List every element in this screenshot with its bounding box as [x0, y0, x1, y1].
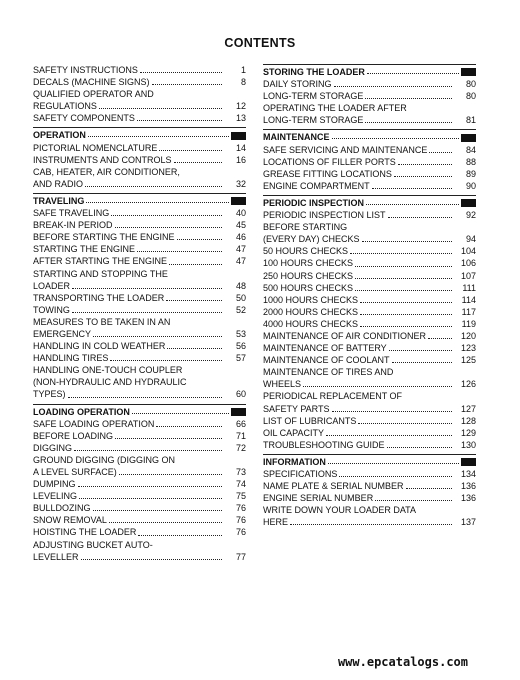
- toc-entry-label: AFTER STARTING THE ENGINE: [33, 256, 168, 267]
- toc-entry[interactable]: [33, 502, 246, 514]
- toc-entry[interactable]: [33, 219, 246, 231]
- toc-section-heading[interactable]: [263, 129, 476, 143]
- toc-entry-page: 56: [235, 341, 246, 352]
- toc-entry-label: BREAK-IN PERIOD: [33, 220, 113, 231]
- toc-entry-page: 128: [460, 415, 476, 426]
- toc-entry-label: 1000 HOURS CHECKS: [263, 294, 359, 305]
- leader-dots: [81, 559, 222, 560]
- toc-entry[interactable]: [263, 102, 476, 126]
- toc-entry-page: 123: [460, 343, 476, 354]
- leader-dots: [365, 98, 452, 99]
- toc-entry[interactable]: [33, 231, 246, 243]
- toc-entry-label: OPERATING THE LOADER AFTER: [263, 103, 407, 114]
- toc-entry-page: 126: [460, 379, 476, 390]
- toc-entry-page: 47: [235, 244, 246, 255]
- toc-section-general: [33, 64, 246, 124]
- page-title: CONTENTS: [224, 36, 296, 50]
- toc-entry-label: PERIODIC INSPECTION LIST: [263, 210, 386, 221]
- toc-entry[interactable]: [33, 490, 246, 502]
- toc-entry[interactable]: [263, 245, 476, 257]
- toc-entry-page: 120: [460, 330, 476, 341]
- toc-entry-label: WRITE DOWN YOUR LOADER DATA: [263, 505, 417, 516]
- toc-entry[interactable]: [33, 268, 246, 292]
- toc-entry-label: REGULATIONS: [33, 101, 97, 112]
- toc-entry[interactable]: [33, 340, 246, 352]
- toc-entry[interactable]: [263, 180, 476, 192]
- toc-entry-page: 76: [235, 527, 246, 538]
- toc-entry-page: 1: [240, 65, 246, 75]
- toc-entry-label: 4000 HOURS CHECKS: [263, 318, 359, 329]
- toc-entry-label: PERIODICAL REPLACEMENT OF: [263, 391, 403, 402]
- toc-entry-label: MEASURES TO BE TAKEN IN AN: [33, 316, 171, 327]
- toc-entry-label: LONG-TERM STORAGE: [263, 91, 364, 102]
- section-heading-label: STORING THE LOADER: [263, 67, 365, 77]
- toc-entry-label: TOWING: [33, 304, 70, 315]
- toc-entry-page: 104: [460, 246, 476, 257]
- toc-entry[interactable]: [263, 90, 476, 102]
- toc-entry-page: 66: [235, 418, 246, 429]
- leader-dots: [355, 266, 452, 267]
- leader-dots: [334, 86, 452, 87]
- leader-dots: [167, 348, 222, 349]
- toc-entry-page: 73: [235, 467, 246, 477]
- leader-dots: [372, 188, 452, 189]
- leader-dots: [388, 217, 452, 218]
- toc-entry-label: SAFE LOADING OPERATION: [33, 418, 155, 429]
- toc-section-maintenance: [263, 129, 476, 191]
- leader-dots: [332, 131, 460, 139]
- leader-dots: [177, 239, 222, 240]
- toc-entry-page: 72: [235, 442, 246, 453]
- section-heading-label: TRAVELING: [33, 195, 85, 206]
- toc-section-loading-operation: [33, 404, 246, 563]
- toc-entry-label: (EVERY DAY) CHECKS: [263, 234, 360, 245]
- toc-section-heading[interactable]: [263, 64, 476, 78]
- leader-dots: [140, 72, 222, 73]
- leader-dots: [109, 522, 222, 523]
- toc-entry-label: LOCATIONS OF FILLER PORTS: [263, 156, 396, 167]
- toc-entry-label: SAFETY PARTS: [263, 403, 330, 414]
- leader-dots: [367, 66, 459, 74]
- toc-entry[interactable]: [33, 243, 246, 255]
- toc-entry[interactable]: [33, 166, 246, 190]
- toc-entry-page: 94: [465, 234, 476, 245]
- toc-entry-page: 119: [461, 318, 476, 329]
- toc-entry-page: 92: [465, 210, 476, 221]
- toc-entry-label: SAFE TRAVELING: [33, 208, 110, 219]
- leader-dots: [389, 350, 452, 351]
- leader-dots: [339, 476, 452, 477]
- leader-dots: [132, 406, 229, 414]
- leader-dots: [79, 498, 222, 499]
- toc-entry-label: GREASE FITTING LOCATIONS: [263, 168, 392, 179]
- toc-entry-page: 111: [462, 282, 476, 293]
- leader-dots: [394, 176, 452, 177]
- toc-entry[interactable]: [33, 292, 246, 304]
- section-tab-marker: [461, 68, 476, 76]
- toc-entry[interactable]: [33, 418, 246, 430]
- toc-entry-label: LIST OF LUBRICANTS: [263, 415, 357, 426]
- toc-entry-label: HOISTING THE LOADER: [33, 527, 137, 538]
- toc-entry-page: 89: [465, 168, 476, 179]
- toc-entry[interactable]: [263, 354, 476, 366]
- toc-entry[interactable]: [263, 144, 476, 156]
- toc-entry-page: 52: [235, 304, 246, 315]
- section-tab-marker: [231, 132, 246, 140]
- toc-entry-label: NAME PLATE & SERIAL NUMBER: [263, 481, 404, 492]
- toc-entry[interactable]: [33, 539, 246, 563]
- toc-entry[interactable]: [33, 64, 246, 76]
- leader-dots: [290, 524, 452, 525]
- toc-entry[interactable]: [263, 270, 476, 282]
- leader-dots: [328, 456, 459, 464]
- toc-entry-page: 130: [460, 439, 476, 450]
- toc-entry-page: 117: [461, 306, 476, 317]
- toc-entry-label: EMERGENCY: [33, 328, 92, 339]
- leader-dots: [350, 253, 452, 254]
- toc-entry-label: 250 HOURS CHECKS: [263, 270, 354, 281]
- toc-entry-page: 80: [465, 79, 476, 90]
- toc-entry-page: 16: [235, 154, 246, 165]
- toc-entry-page: 47: [235, 256, 246, 267]
- leader-dots: [137, 251, 222, 252]
- toc-section-heading[interactable]: [33, 404, 246, 418]
- toc-entry-page: 13: [235, 113, 246, 124]
- toc-entry[interactable]: [33, 430, 246, 442]
- toc-entry[interactable]: [263, 209, 476, 221]
- toc-entry-label: LEVELING: [33, 491, 78, 502]
- toc-entry[interactable]: [33, 526, 246, 538]
- leader-dots: [303, 386, 452, 387]
- toc-entry-label: HERE: [263, 517, 289, 528]
- toc-entry-page: 46: [235, 232, 246, 243]
- toc-left-column: [33, 64, 246, 566]
- toc-entry[interactable]: [33, 207, 246, 219]
- toc-entry[interactable]: [33, 514, 246, 526]
- toc-entry-page: 74: [235, 479, 246, 490]
- toc-entry-label: OIL CAPACITY: [263, 427, 325, 438]
- toc-entry[interactable]: [263, 306, 476, 318]
- toc-entry-label: ENGINE COMPARTMENT: [263, 180, 370, 191]
- toc-entry[interactable]: [263, 257, 476, 269]
- toc-entry-label: INSTRUMENTS AND CONTROLS: [33, 154, 172, 165]
- toc-entry-label: SAFETY COMPONENTS: [33, 113, 135, 124]
- section-tab-marker: [231, 408, 246, 416]
- toc-entry[interactable]: [263, 427, 476, 439]
- toc-entry-page: 136: [460, 481, 476, 492]
- leader-dots: [110, 360, 222, 361]
- toc-entry-label: 2000 HOURS CHECKS: [263, 306, 359, 317]
- toc-entry[interactable]: [263, 439, 476, 451]
- toc-entry-page: 76: [235, 515, 246, 526]
- toc-section-information: [263, 454, 476, 529]
- toc-entry[interactable]: [33, 478, 246, 490]
- toc-entry-page: 127: [460, 403, 476, 414]
- toc-entry-label: 50 HOURS CHECKS: [263, 246, 349, 257]
- toc-section-traveling: [33, 193, 246, 401]
- toc-entry-page: 71: [235, 430, 246, 441]
- section-tab-marker: [461, 199, 476, 207]
- toc-entry-label: AND RADIO: [33, 178, 84, 189]
- leader-dots: [99, 108, 222, 109]
- leader-dots: [169, 264, 222, 265]
- toc-entry[interactable]: [263, 342, 476, 354]
- leader-dots: [398, 164, 452, 165]
- section-heading-label: INFORMATION: [263, 456, 326, 467]
- toc-entry-label: GROUND DIGGING (DIGGING ON: [33, 454, 176, 465]
- toc-entry[interactable]: [33, 142, 246, 154]
- toc-entry-page: 88: [465, 156, 476, 167]
- leader-dots: [93, 510, 222, 511]
- leader-dots: [74, 450, 222, 451]
- toc-entry[interactable]: [263, 468, 476, 480]
- toc-entry-label: A LEVEL SURFACE): [33, 467, 117, 477]
- toc-entry-label: CAB, HEATER, AIR CONDITIONER,: [33, 166, 180, 177]
- toc-section-heading[interactable]: [33, 127, 246, 141]
- footer-url[interactable]: www.epcatalogs.com: [337, 655, 468, 669]
- leader-dots: [174, 162, 222, 163]
- leader-dots: [360, 326, 452, 327]
- toc-entry[interactable]: [263, 294, 476, 306]
- leader-dots: [159, 150, 222, 151]
- leader-dots: [429, 152, 452, 153]
- toc-entry[interactable]: [263, 221, 476, 245]
- toc-entry-label: ADJUSTING BUCKET AUTO-: [33, 539, 153, 550]
- toc-entry-label: MAINTENANCE OF TIRES AND: [263, 367, 394, 378]
- toc-entry-label: HANDLING IN COLD WEATHER: [33, 341, 166, 352]
- toc-section-heading[interactable]: [33, 193, 246, 207]
- toc-entry-page: 90: [465, 180, 476, 191]
- toc-entry[interactable]: [263, 282, 476, 294]
- toc-entry-label: SPECIFICATIONS: [263, 469, 338, 479]
- leader-dots: [428, 338, 452, 339]
- section-heading-label: OPERATION: [33, 130, 86, 141]
- toc-entry-page: 76: [235, 503, 246, 514]
- toc-entry[interactable]: [263, 318, 476, 330]
- toc-entry[interactable]: [263, 366, 476, 390]
- toc-entry-label: MAINTENANCE OF COOLANT: [263, 355, 390, 366]
- toc-entry-label: QUALIFIED OPERATOR AND: [33, 89, 154, 100]
- toc-entry-label: DUMPING: [33, 479, 76, 490]
- leader-dots: [88, 129, 229, 137]
- toc-entry-label: DAILY STORING: [263, 79, 332, 90]
- toc-entry[interactable]: [33, 304, 246, 316]
- leader-dots: [119, 474, 222, 475]
- leader-dots: [360, 302, 452, 303]
- toc-entry[interactable]: [33, 352, 246, 364]
- toc-entry[interactable]: [33, 112, 246, 124]
- toc-entry-page: 50: [235, 292, 246, 303]
- leader-dots: [68, 397, 222, 398]
- toc-entry-page: 107: [460, 270, 476, 281]
- toc-entry-page: 80: [465, 91, 476, 102]
- leader-dots: [358, 423, 452, 424]
- leader-dots: [362, 241, 452, 242]
- toc-entry-label: STARTING AND STOPPING THE: [33, 268, 168, 279]
- toc-entry-page: 45: [235, 220, 246, 231]
- leader-dots: [355, 290, 452, 291]
- toc-entry-label: SAFETY INSTRUCTIONS: [33, 65, 138, 75]
- leader-dots: [111, 215, 222, 216]
- leader-dots: [72, 312, 222, 313]
- leader-dots: [78, 486, 223, 487]
- toc-entry-label: HANDLING TIRES: [33, 353, 109, 364]
- leader-dots: [360, 314, 452, 315]
- toc-entry-page: 14: [235, 142, 246, 153]
- toc-entry-page: 57: [235, 353, 246, 364]
- toc-entry[interactable]: [263, 156, 476, 168]
- toc-entry-label: TYPES): [33, 389, 66, 400]
- toc-entry-label: 100 HOURS CHECKS: [263, 258, 354, 269]
- leader-dots: [332, 411, 452, 412]
- toc-entry-page: 40: [235, 208, 246, 219]
- toc-entry-label: DECALS (MACHINE SIGNS): [33, 77, 150, 88]
- toc-entry[interactable]: [33, 88, 246, 112]
- toc-entry[interactable]: [33, 454, 246, 478]
- toc-entry-label: BEFORE LOADING: [33, 430, 114, 441]
- toc-entry[interactable]: [33, 316, 246, 340]
- toc-section-heading[interactable]: [263, 195, 476, 209]
- toc-section-periodic-inspection: [263, 195, 476, 451]
- toc-entry[interactable]: [263, 390, 476, 414]
- leader-dots: [375, 500, 452, 501]
- toc-entry-page: 136: [460, 493, 476, 504]
- toc-entry-label: MAINTENANCE OF AIR CONDITIONER: [263, 330, 427, 341]
- leader-dots: [137, 120, 222, 121]
- toc-entry-label: STARTING THE ENGINE: [33, 244, 136, 255]
- leader-dots: [387, 447, 452, 448]
- leader-dots: [115, 438, 222, 439]
- toc-entry-page: 81: [465, 115, 476, 126]
- toc-entry-label: 500 HOURS CHECKS: [263, 282, 354, 293]
- toc-entry[interactable]: [263, 492, 476, 504]
- toc-entry-page: 129: [460, 427, 476, 438]
- toc-entry-page: 60: [235, 389, 246, 400]
- section-tab-marker: [231, 197, 246, 205]
- toc-entry-page: 77: [235, 551, 246, 562]
- toc-entry-label: ENGINE SERIAL NUMBER: [263, 493, 374, 504]
- toc-entry[interactable]: [33, 442, 246, 454]
- toc-entry-label: SNOW REMOVAL: [33, 515, 107, 526]
- toc-entry-label: LOADER: [33, 280, 71, 291]
- toc-entry-page: 137: [460, 517, 476, 528]
- toc-entry-label: TRANSPORTING THE LOADER: [33, 292, 165, 303]
- toc-section-heading[interactable]: [263, 454, 476, 468]
- toc-entry-page: 106: [460, 258, 476, 269]
- leader-dots: [166, 300, 222, 301]
- toc-entry-page: 125: [460, 355, 476, 366]
- toc-entry[interactable]: [33, 255, 246, 267]
- toc-entry-label: DIGGING: [33, 442, 73, 453]
- toc-entry-label: MAINTENANCE OF BATTERY: [263, 343, 387, 354]
- toc-entry-page: 53: [235, 328, 246, 339]
- toc-section-storing-the-loader: [263, 64, 476, 126]
- leader-dots: [138, 535, 222, 536]
- leader-dots: [392, 362, 452, 363]
- toc-entry-label: PICTORIAL NOMENCLATURE: [33, 142, 158, 153]
- leader-dots: [355, 278, 452, 279]
- toc-entry-page: 8: [240, 77, 246, 88]
- section-tab-marker: [461, 458, 476, 466]
- toc-entry[interactable]: [263, 415, 476, 427]
- toc-section-operation: [33, 127, 246, 189]
- toc-entry-page: 134: [460, 469, 476, 479]
- leader-dots: [326, 435, 452, 436]
- toc-entry-page: 75: [235, 491, 246, 502]
- toc-entry-label: BEFORE STARTING: [263, 222, 348, 233]
- toc-entry[interactable]: [33, 76, 246, 88]
- leader-dots: [115, 227, 222, 228]
- leader-dots: [366, 197, 459, 205]
- toc-entry-label: LONG-TERM STORAGE: [263, 115, 364, 126]
- toc-entry-label: SAFE SERVICING AND MAINTENANCE: [263, 144, 428, 155]
- section-heading-label: MAINTENANCE: [263, 132, 330, 143]
- leader-dots: [85, 186, 222, 187]
- leader-dots: [86, 195, 229, 203]
- toc-entry[interactable]: [33, 154, 246, 166]
- toc-entry[interactable]: [263, 504, 476, 528]
- toc-entry-label: WHEELS: [263, 379, 302, 390]
- leader-dots: [152, 84, 222, 85]
- toc-entry[interactable]: [263, 168, 476, 180]
- section-heading-label: LOADING OPERATION: [33, 406, 130, 417]
- toc-entry-page: 12: [235, 101, 246, 112]
- section-tab-marker: [461, 134, 476, 142]
- toc-entry-page: 48: [235, 280, 246, 291]
- toc-entry-label: BEFORE STARTING THE ENGINE: [33, 232, 175, 243]
- toc-entry-page: 32: [235, 178, 246, 189]
- toc-entry[interactable]: [263, 480, 476, 492]
- leader-dots: [72, 288, 222, 289]
- toc-entry-label: LEVELLER: [33, 551, 79, 562]
- toc-entry-page: 114: [461, 294, 476, 305]
- toc-entry-label: BULLDOZING: [33, 503, 91, 514]
- toc-entry[interactable]: [263, 330, 476, 342]
- toc-entry-label: TROUBLESHOOTING GUIDE: [263, 439, 385, 450]
- toc-entry-label: (NON-HYDRAULIC AND HYDRAULIC: [33, 377, 187, 388]
- leader-dots: [406, 488, 452, 489]
- leader-dots: [365, 122, 452, 123]
- toc-entry-page: 84: [465, 144, 476, 155]
- leader-dots: [93, 336, 222, 337]
- section-heading-label: PERIODIC INSPECTION: [263, 197, 365, 208]
- toc-entry[interactable]: [263, 78, 476, 90]
- leader-dots: [156, 426, 222, 427]
- toc-right-column: [263, 64, 476, 531]
- toc-entry[interactable]: [33, 364, 246, 400]
- toc-entry-label: HANDLING ONE-TOUCH COUPLER: [33, 365, 183, 376]
